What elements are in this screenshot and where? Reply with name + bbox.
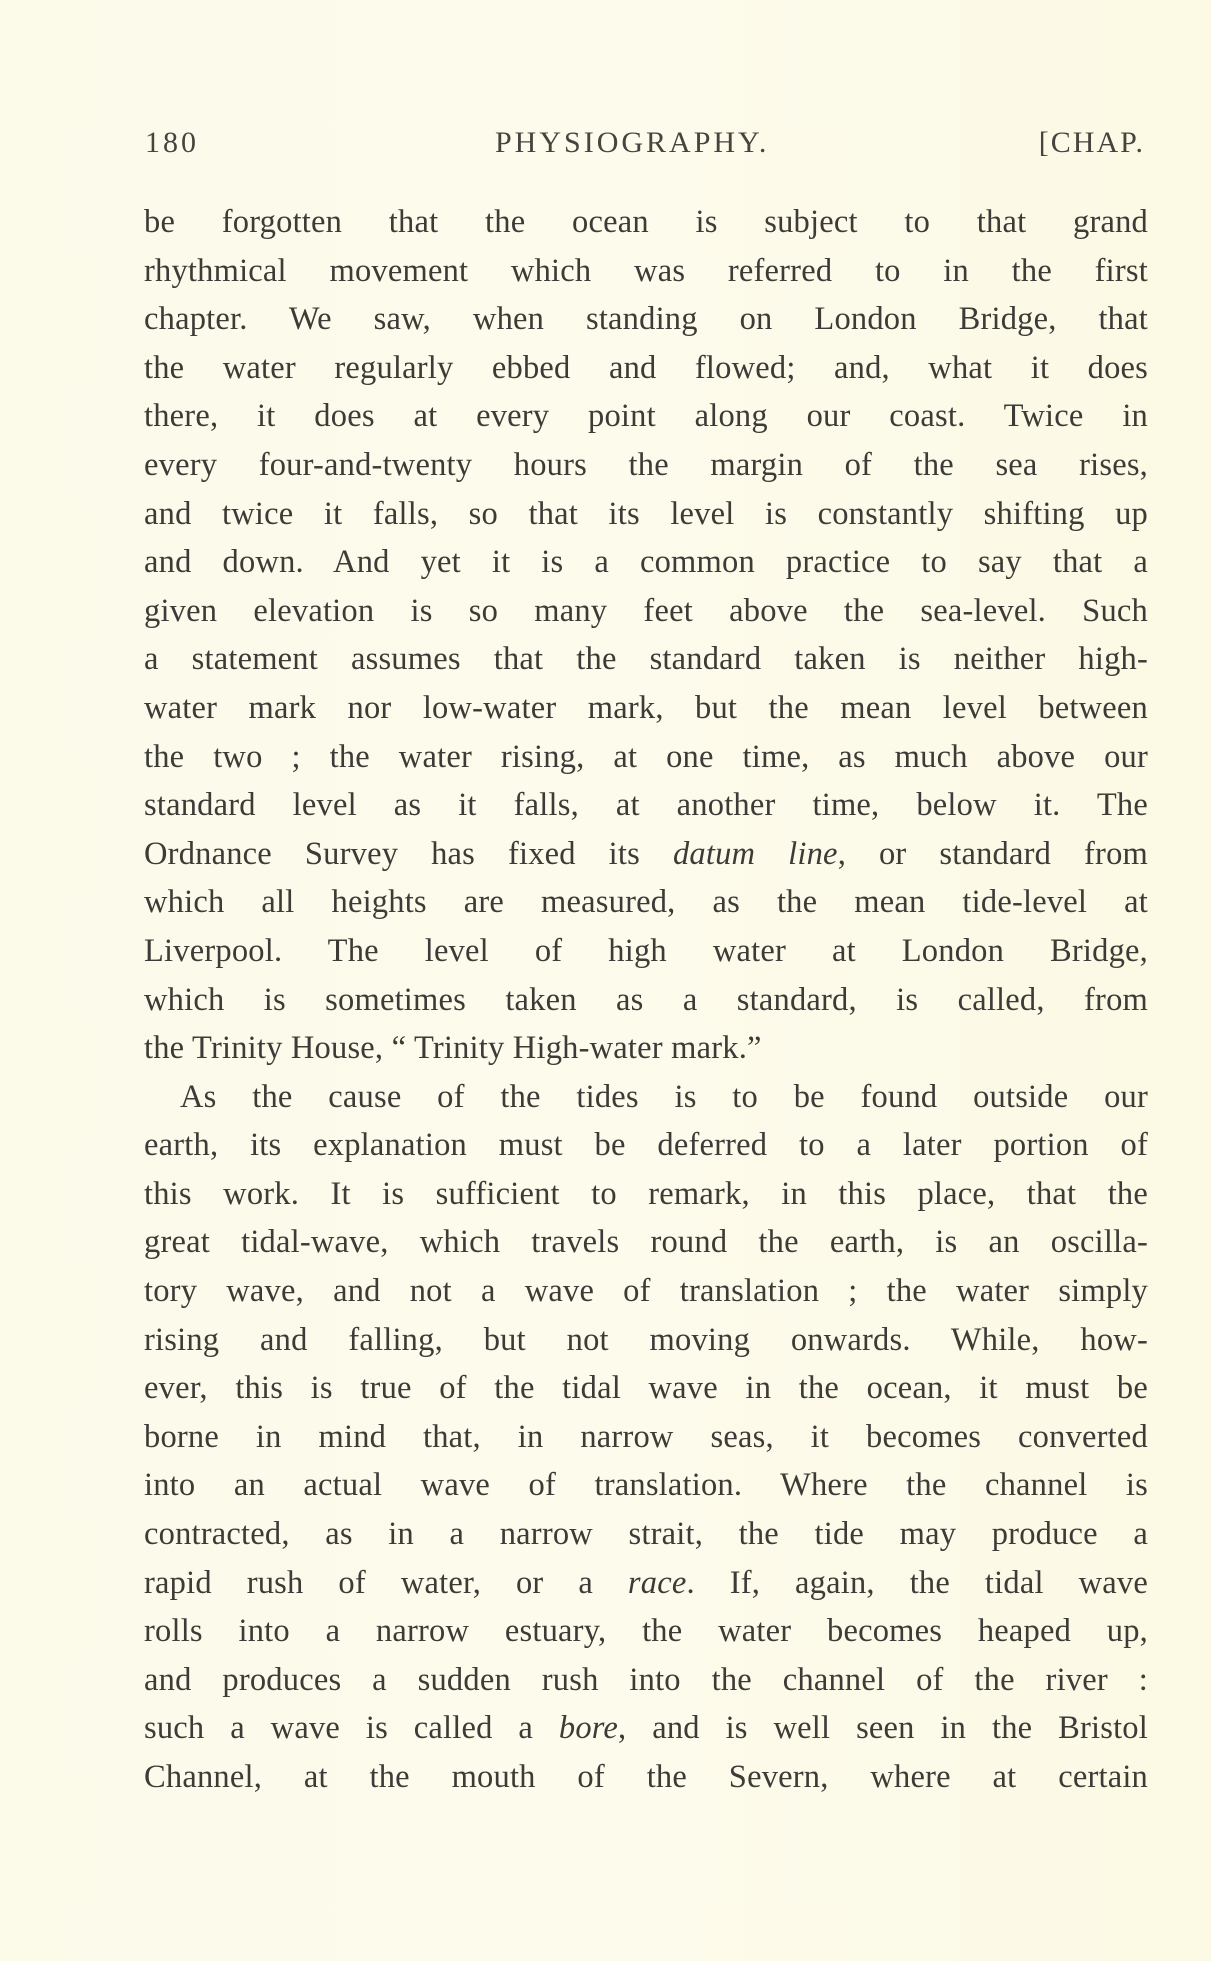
text-line [144, 635, 1148, 684]
text-line [144, 830, 1148, 879]
text-segment: Liverpool. The level of high water at London Bridge, [144, 932, 1148, 969]
text-line [144, 1316, 1148, 1365]
italic-term: race [627, 1564, 687, 1601]
text-segment: a statement assumes that the standard taken is neither high- [144, 641, 1148, 678]
text-line [144, 1024, 1148, 1073]
text-segment: this work. It is sufficient to remark, in this place, that the [144, 1175, 1148, 1212]
text-segment: and down. And yet it is a common practice to say that a [144, 544, 1148, 581]
text-segment: chapter. We saw, when standing on London Bridge, that [144, 301, 1148, 338]
text-segment: every four-and-twenty hours the margin of the sea rises, [144, 446, 1148, 483]
text-line [144, 1559, 1148, 1608]
text-segment: earth, its explanation must be deferred to a later portion of [144, 1127, 1148, 1164]
text-line [144, 247, 1148, 296]
text-segment: rising and falling, but not moving onwards. While, how- [144, 1321, 1148, 1358]
text-line [144, 1510, 1148, 1559]
text-line [144, 1753, 1148, 1802]
text-segment: such a wave is called a [144, 1710, 559, 1747]
chapter-mark: [CHAP. [1038, 126, 1145, 159]
text-segment: which is sometimes taken as a standard, is called, from [144, 981, 1148, 1018]
text-segment: be forgotten that the ocean is subject to that grand [144, 204, 1148, 240]
text-segment: contracted, as in a narrow strait, the tide may produce a [144, 1516, 1148, 1553]
page-number: 180 [145, 126, 199, 159]
text-segment: the two ; the water rising, at one time, as much above our [144, 738, 1148, 775]
text-line [144, 441, 1148, 490]
text-line [144, 976, 1148, 1025]
text-segment: , or standard from [837, 835, 1149, 872]
text-segment: great tidal-wave, which travels round the earth, is an oscilla- [144, 1224, 1148, 1261]
text-line [144, 1656, 1148, 1705]
text-segment: into an actual wave of translation. Where the channel is [144, 1467, 1148, 1504]
text-segment: Channel, at the mouth of the Severn, where at certain [144, 1759, 1148, 1795]
text-line [144, 781, 1148, 830]
text-segment: and produces a sudden rush into the channel of the river : [144, 1661, 1148, 1698]
text-segment: the water regularly ebbed and flowed; and, what it does [144, 349, 1148, 386]
text-line [144, 344, 1148, 393]
text-segment: . If, again, the tidal wave [686, 1564, 1148, 1601]
text-segment: As the cause of the tides is to be found outside our [180, 1078, 1148, 1115]
page-header [145, 126, 1145, 166]
text-segment: the Trinity House, “ Trinity High-water mark.” [144, 1030, 762, 1067]
text-segment: standard level as it falls, at another time, below it. The [144, 787, 1148, 824]
text-segment: , and is well seen in the Bristol [618, 1710, 1148, 1747]
text-line [144, 733, 1148, 782]
text-segment: tory wave, and not a wave of translation ; the water simply [144, 1273, 1148, 1310]
text-line [144, 1461, 1148, 1510]
text-line [144, 587, 1148, 636]
text-line [144, 1607, 1148, 1656]
text-line [144, 1218, 1148, 1267]
text-line [144, 1267, 1148, 1316]
text-segment: and twice it falls, so that its level is constantly shifting up [144, 495, 1148, 532]
text-line [144, 295, 1148, 344]
text-line [144, 1073, 1148, 1122]
text-segment: there, it does at every point along our coast. Twice in [144, 398, 1148, 435]
text-segment: rolls into a narrow estuary, the water becomes heaped up, [144, 1613, 1148, 1650]
text-line [144, 538, 1148, 587]
text-line [144, 490, 1148, 539]
text-line [144, 1413, 1148, 1462]
text-segment: rhythmical movement which was referred to in the first [144, 252, 1148, 289]
text-segment: rapid rush of water, or a [144, 1564, 628, 1601]
body-text [144, 198, 1148, 1802]
text-line [144, 1121, 1148, 1170]
text-line [144, 927, 1148, 976]
text-segment: water mark nor low-water mark, but the mean level between [144, 689, 1148, 726]
text-line [144, 198, 1148, 247]
text-segment: given elevation is so many feet above the sea-level. Such [144, 592, 1148, 629]
text-line [144, 1704, 1148, 1753]
italic-term: datum line [672, 835, 838, 872]
text-line [144, 684, 1148, 733]
text-segment: Ordnance Survey has fixed its [144, 835, 673, 872]
text-segment: borne in mind that, in narrow seas, it becomes converted [144, 1418, 1148, 1455]
text-line [144, 878, 1148, 927]
text-segment: ever, this is true of the tidal wave in the ocean, it must be [144, 1370, 1148, 1407]
italic-term: bore [558, 1710, 619, 1747]
text-line [144, 1364, 1148, 1413]
running-title: PHYSIOGRAPHY. [495, 126, 770, 159]
text-line [144, 392, 1148, 441]
text-line [144, 1170, 1148, 1219]
text-segment: which all heights are measured, as the mean tide-level at [144, 884, 1148, 921]
